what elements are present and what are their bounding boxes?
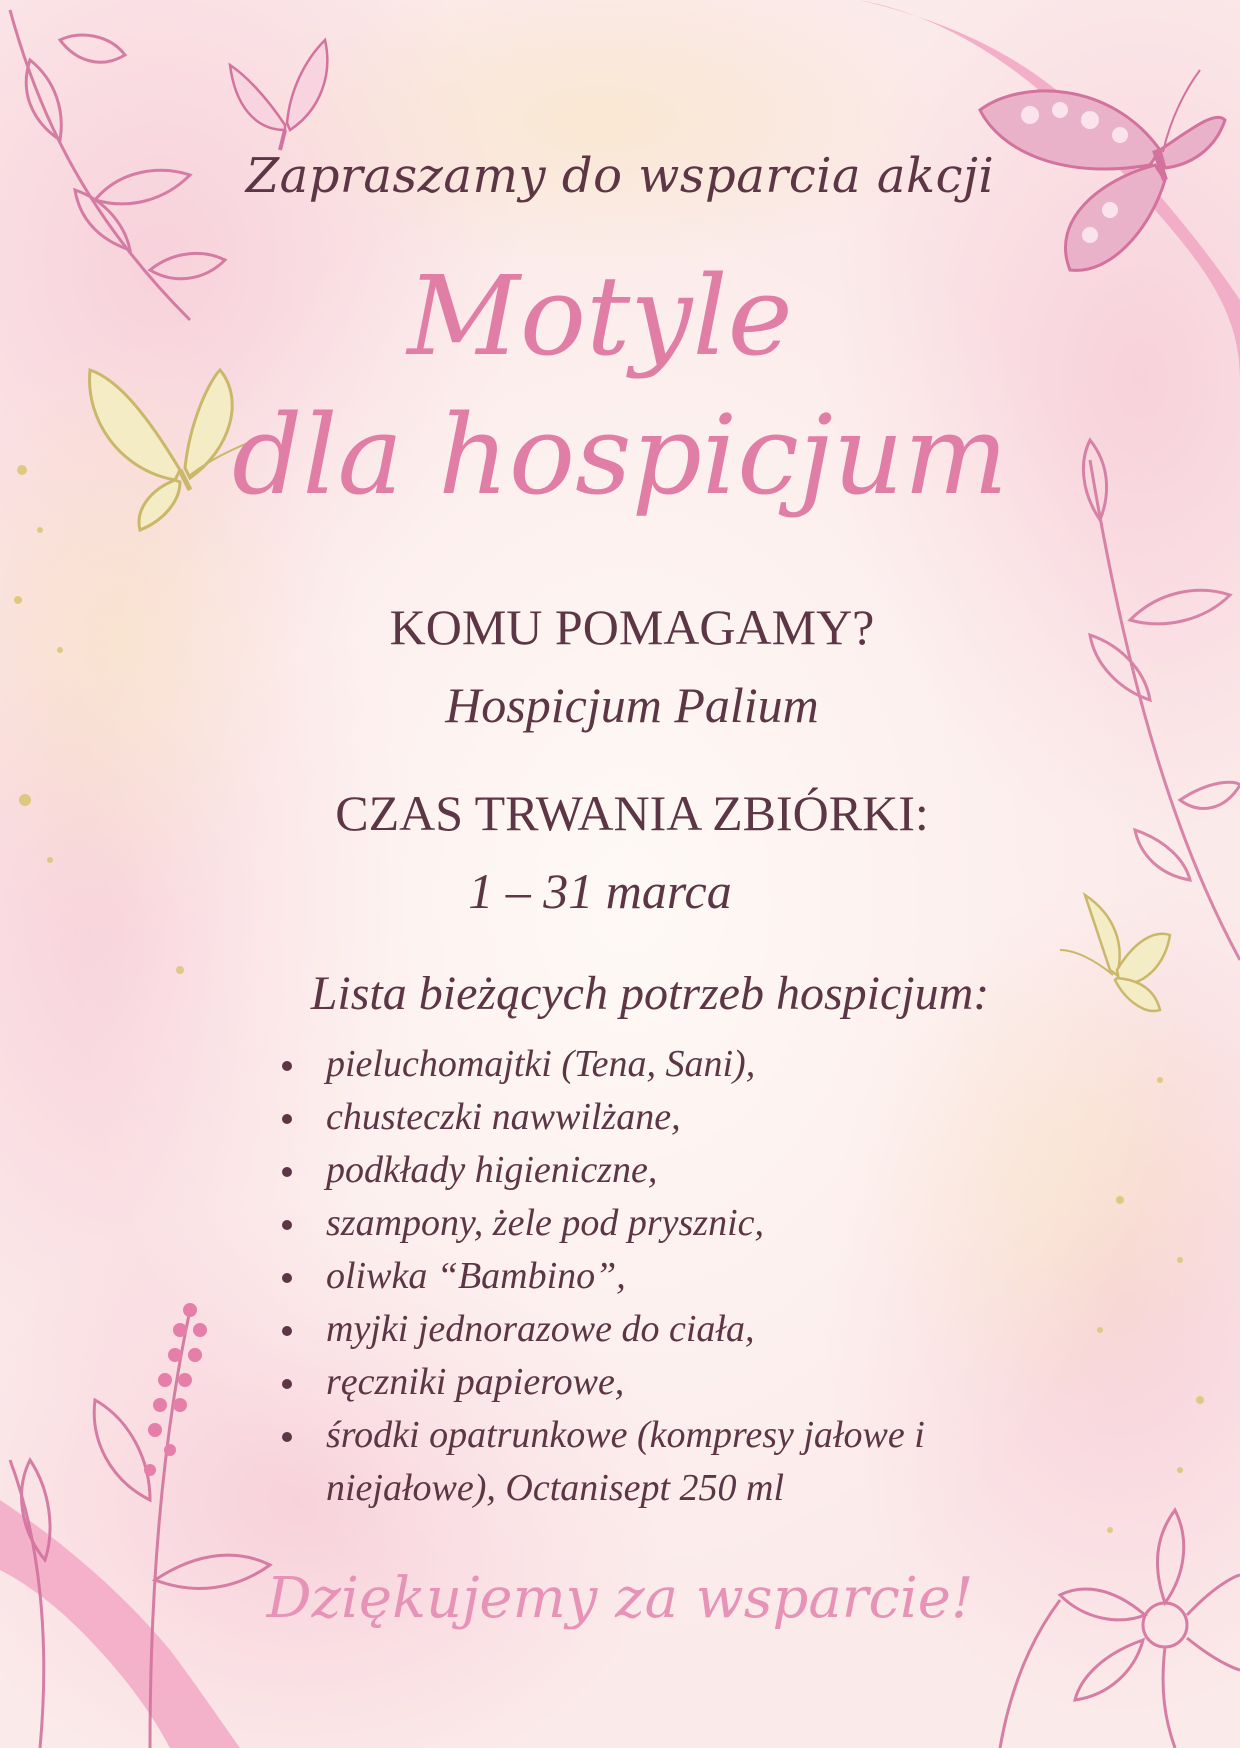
duration-heading: CZAS TRWANIA ZBIÓRKI: <box>335 785 929 841</box>
needs-heading: Lista bieżących potrzeb hospicjum: <box>310 967 990 1020</box>
title-line-2: dla hospicjum <box>231 391 1009 519</box>
list-item: oliwka “Bambino”, <box>270 1250 1030 1303</box>
who-value: Hospicjum Palium <box>445 677 819 733</box>
list-item: środki opatrunkowe (kompresy jałowe i niejałowe), Octanisept 250 ml <box>270 1409 1030 1515</box>
list-item: pieluchomajtki (Tena, Sani), <box>270 1038 1030 1091</box>
list-item: podkłady higieniczne, <box>270 1144 1030 1197</box>
thanks-text: Dziękujemy za wsparcie! <box>266 1566 974 1631</box>
list-item: myjki jednorazowe do ciała, <box>270 1303 1030 1356</box>
list-item: chusteczki nawwilżane, <box>270 1091 1030 1144</box>
who-heading: KOMU POMAGAMY? <box>389 599 875 655</box>
needs-list <box>270 1038 1030 1515</box>
intro-text: Zapraszamy do wsparcia akcji <box>245 148 995 204</box>
title-line-1: Motyle <box>407 252 793 380</box>
list-item: ręczniki papierowe, <box>270 1356 1030 1409</box>
duration-value: 1 – 31 marca <box>468 863 732 919</box>
list-item: szampony, żele pod prysznic, <box>270 1197 1030 1250</box>
